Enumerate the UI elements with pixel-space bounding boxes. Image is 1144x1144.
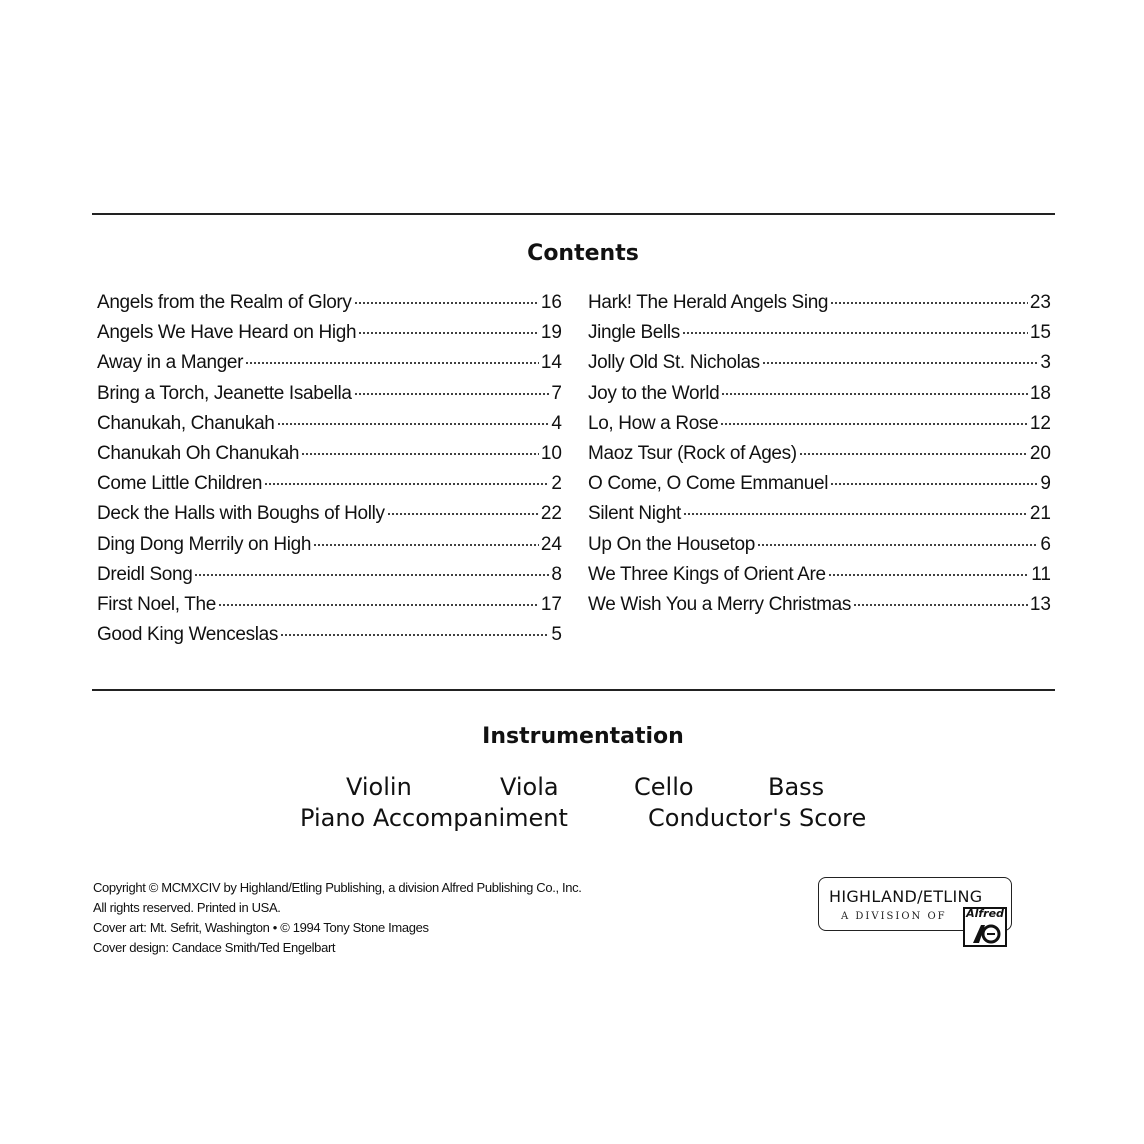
- rights-line: All rights reserved. Printed in USA.: [93, 900, 281, 915]
- copyright-credits: [93, 878, 582, 958]
- alfred-emblem-icon: [971, 921, 1001, 945]
- toc-entry-page: 8: [551, 563, 562, 585]
- toc-entry: [97, 590, 562, 620]
- toc-entry: [588, 288, 1051, 318]
- toc-dot-leader: [354, 393, 550, 395]
- toc-entry-page: 16: [540, 292, 562, 313]
- toc-entry-page: 24: [540, 533, 562, 555]
- toc-dot-leader: [280, 634, 549, 636]
- logo-publisher-name: HIGHLAND/ETLING: [829, 887, 983, 906]
- toc-dot-leader: [358, 332, 539, 334]
- toc-entry: [97, 318, 562, 348]
- toc-entry-page: 14: [540, 352, 562, 374]
- toc-entry: [588, 560, 1051, 590]
- toc-entry: [588, 439, 1051, 469]
- toc-entry-page: 21: [1029, 503, 1051, 525]
- toc-entry: [588, 409, 1051, 439]
- toc-dot-leader: [757, 544, 1039, 546]
- cover-design-line: Cover design: Candace Smith/Ted Engelbart: [93, 940, 336, 955]
- publisher-logo: [818, 877, 1012, 931]
- toc-dot-leader: [387, 513, 539, 515]
- toc-dot-leader: [721, 393, 1028, 395]
- toc-entry: [97, 530, 562, 560]
- toc-entry-title: Silent Night: [588, 503, 681, 525]
- instrumentation-heading: Instrumentation: [482, 724, 684, 749]
- toc-entry-title: Maoz Tsur (Rock of Ages): [588, 442, 797, 464]
- contents-right-column: [588, 288, 1051, 620]
- toc-entry-page: 6: [1040, 533, 1051, 555]
- toc-entry-page: 13: [1029, 593, 1051, 615]
- toc-entry-title: Lo, How a Rose: [588, 412, 719, 434]
- toc-entry-page: 7: [551, 382, 562, 404]
- toc-dot-leader: [720, 423, 1028, 425]
- toc-entry-title: Angels We Have Heard on High: [97, 322, 357, 344]
- toc-entry-title: Angels from the Realm of Glory: [97, 292, 352, 313]
- toc-dot-leader: [853, 604, 1028, 606]
- contents-heading: Contents: [527, 241, 639, 266]
- toc-entry-title: Joy to the World: [588, 382, 720, 404]
- toc-entry-title: Hark! The Herald Angels Sing: [588, 292, 829, 313]
- toc-entry-page: 4: [551, 412, 562, 434]
- toc-dot-leader: [264, 483, 549, 485]
- toc-entry: [97, 439, 562, 469]
- toc-dot-leader: [828, 574, 1030, 576]
- toc-entry-title: Up On the Housetop: [588, 533, 755, 555]
- toc-entry: [97, 499, 562, 529]
- toc-entry: [588, 469, 1051, 499]
- toc-entry-page: 15: [1029, 322, 1051, 344]
- toc-dot-leader: [194, 574, 549, 576]
- toc-entry-page: 9: [1040, 473, 1051, 495]
- toc-entry-page: 17: [540, 593, 562, 615]
- instrument-violin: Violin: [346, 773, 412, 801]
- instrument-piano-accompaniment: Piano Accompaniment: [300, 804, 568, 832]
- toc-entry: [97, 348, 562, 378]
- toc-dot-leader: [799, 453, 1028, 455]
- toc-entry-title: O Come, O Come Emmanuel: [588, 473, 829, 495]
- toc-entry-title: Ding Dong Merrily on High: [97, 533, 312, 555]
- toc-dot-leader: [762, 362, 1039, 364]
- toc-entry-page: 10: [540, 442, 562, 464]
- toc-entry-title: Jolly Old St. Nicholas: [588, 352, 760, 374]
- toc-entry: [97, 560, 562, 590]
- toc-entry-title: Bring a Torch, Jeanette Isabella: [97, 382, 352, 404]
- toc-entry-page: 22: [540, 503, 562, 525]
- cover-art-line: Cover art: Mt. Sefrit, Washington • © 1994 Tony Stone Images: [93, 920, 429, 935]
- middle-divider: [92, 689, 1055, 691]
- toc-dot-leader: [301, 453, 539, 455]
- toc-entry-title: Chanukah Oh Chanukah: [97, 442, 300, 464]
- toc-dot-leader: [354, 302, 539, 304]
- toc-entry: [97, 379, 562, 409]
- toc-entry-title: Chanukah, Chanukah: [97, 412, 275, 434]
- toc-dot-leader: [313, 544, 539, 546]
- toc-entry: [588, 379, 1051, 409]
- toc-entry-title: Dreidl Song: [97, 563, 193, 585]
- toc-entry-page: 19: [540, 322, 562, 344]
- top-divider: [92, 213, 1055, 215]
- toc-dot-leader: [830, 483, 1038, 485]
- toc-entry-page: 2: [551, 473, 562, 495]
- toc-entry: [588, 530, 1051, 560]
- instrument-conductors-score: Conductor's Score: [648, 804, 867, 832]
- logo-division-text: A DIVISION OF: [841, 911, 947, 922]
- toc-dot-leader: [683, 513, 1028, 515]
- toc-entry-page: 11: [1031, 563, 1051, 585]
- logo-badge-label: Alfred: [966, 907, 1004, 920]
- toc-entry: [588, 318, 1051, 348]
- contents-left-column: [97, 288, 562, 650]
- toc-entry: [97, 620, 562, 650]
- toc-entry-title: We Wish You a Merry Christmas: [588, 593, 851, 615]
- toc-dot-leader: [218, 604, 539, 606]
- toc-entry-title: Come Little Children: [97, 473, 263, 495]
- instrument-viola: Viola: [500, 773, 559, 801]
- toc-entry-page: 5: [551, 624, 562, 646]
- toc-dot-leader: [277, 423, 550, 425]
- toc-entry-title: Jingle Bells: [588, 322, 680, 344]
- toc-entry-title: We Three Kings of Orient Are: [588, 563, 826, 585]
- toc-dot-leader: [682, 332, 1028, 334]
- toc-entry-page: 12: [1029, 412, 1051, 434]
- toc-entry: [588, 499, 1051, 529]
- toc-entry: [588, 590, 1051, 620]
- toc-entry: [97, 409, 562, 439]
- toc-entry-title: Deck the Halls with Boughs of Holly: [97, 503, 385, 525]
- toc-entry-page: 20: [1029, 442, 1051, 464]
- toc-entry: [97, 469, 562, 499]
- toc-entry-page: 3: [1040, 352, 1051, 374]
- toc-entry-title: First Noel, The: [97, 593, 216, 615]
- toc-entry: [588, 348, 1051, 378]
- toc-dot-leader: [830, 302, 1028, 304]
- instrument-bass: Bass: [768, 773, 825, 801]
- toc-dot-leader: [245, 362, 539, 364]
- instrument-cello: Cello: [634, 773, 694, 801]
- copyright-line: Copyright © MCMXCIV by Highland/Etling Publishing, a division Alfred Publishing Co., Inc.: [93, 880, 582, 895]
- toc-entry-title: Away in a Manger: [97, 352, 244, 374]
- toc-entry-title: Good King Wenceslas: [97, 624, 278, 646]
- toc-entry-page: 23: [1029, 292, 1051, 313]
- alfred-logo-icon: [963, 907, 1007, 947]
- toc-entry: [97, 288, 562, 318]
- toc-entry-page: 18: [1029, 382, 1051, 404]
